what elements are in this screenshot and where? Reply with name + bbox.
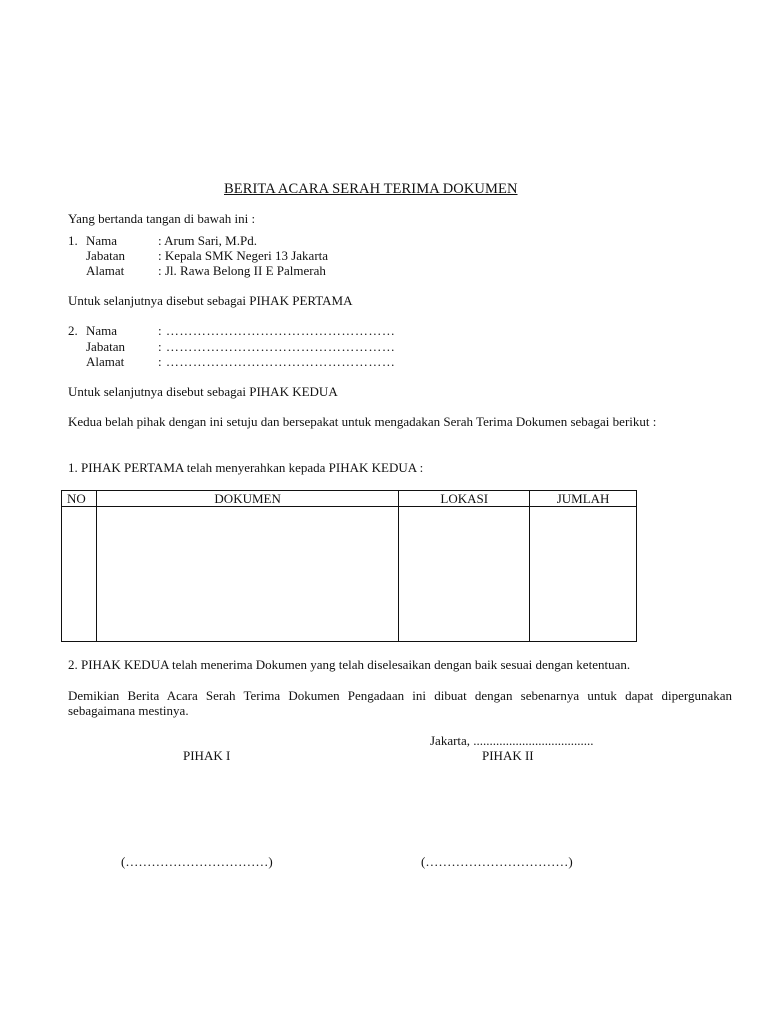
header-lokasi: LOKASI [399,491,530,507]
party1-value-alamat: : Jl. Rawa Belong II E Palmerah [158,263,326,278]
item2-text: 2. PIHAK KEDUA telah menerima Dokumen yang telah diselesaikan dengan baik sesuai dengan ketentuan. [68,657,631,672]
party2-designation: Untuk selanjutnya disebut sebagai PIHAK KEDUA [68,384,338,399]
party1-value-jabatan: : Kepala SMK Negeri 13 Jakarta [158,248,329,263]
party2-value-alamat: : …………………………………………… [158,354,396,369]
document-title: BERITA ACARA SERAH TERIMA DOKUMEN [224,181,518,197]
party1-number: 1. [68,233,78,248]
place-date: Jakarta, ..................................... [430,733,594,748]
closing-paragraph: Demikian Berita Acara Serah Terima Dokumen Pengadaan ini dibuat dengan sebenarnya untuk dapat dipergunakan sebagaimana mestinya. [68,688,732,718]
signature-right-title: PIHAK II [482,748,534,763]
table-cell-no [62,507,97,642]
party1-label-alamat: Alamat [86,263,125,278]
party2-number: 2. [68,323,78,338]
table-row [62,507,637,642]
signature-right-line: (……………………………) [421,854,573,869]
party2-value-nama: : …………………………………………… [158,323,396,338]
signature-left-title: PIHAK I [183,748,231,763]
intro-text: Yang bertanda tangan di bawah ini : [68,211,256,226]
party2-label-nama: Nama [86,323,118,338]
document-table [61,490,637,642]
party2-label-jabatan: Jabatan [86,339,125,354]
header-no: NO [62,491,97,507]
signature-left-line: (……………………………) [121,854,273,869]
party1-label-jabatan: Jabatan [86,248,125,263]
item1-text: 1. PIHAK PERTAMA telah menyerahkan kepada PIHAK KEDUA : [68,460,424,475]
party2-label-alamat: Alamat [86,354,125,369]
table-header-row [62,491,637,507]
table-cell-jumlah [530,507,637,642]
header-jumlah: JUMLAH [530,491,637,507]
party1-designation: Untuk selanjutnya disebut sebagai PIHAK PERTAMA [68,293,353,308]
header-dokumen: DOKUMEN [96,491,398,507]
party2-value-jabatan: : …………………………………………… [158,339,396,354]
party1-value-nama: : Arum Sari, M.Pd. [158,233,257,248]
table-cell-lokasi [399,507,530,642]
agreement-paragraph: Kedua belah pihak dengan ini setuju dan bersepakat untuk mengadakan Serah Terima Dokumen sebagai berikut : [68,414,657,429]
table-cell-dokumen [96,507,398,642]
party1-label-nama: Nama [86,233,118,248]
